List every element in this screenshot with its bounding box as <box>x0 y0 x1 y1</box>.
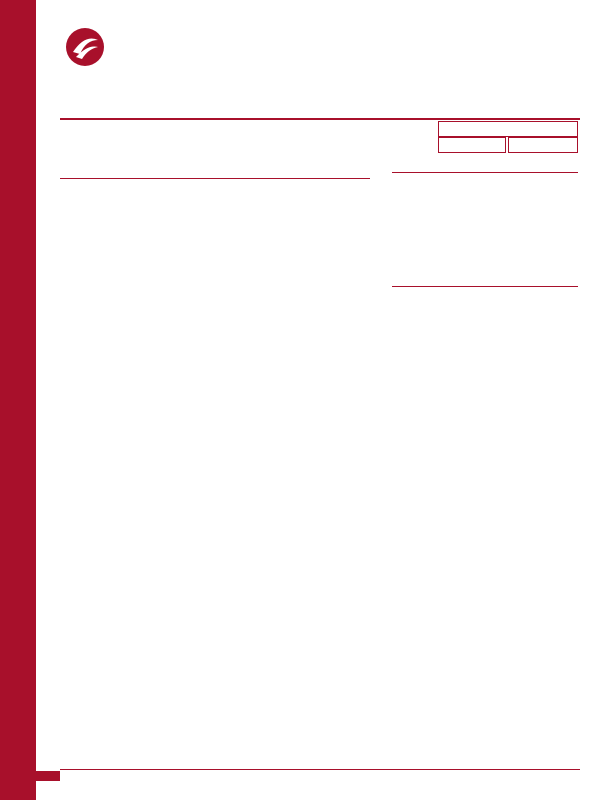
chart-divider <box>392 286 578 287</box>
sidebar <box>0 0 36 800</box>
report-type-tag <box>508 137 578 153</box>
stats-divider <box>392 172 578 173</box>
header-divider <box>60 118 580 120</box>
rating-badge <box>438 121 578 137</box>
summary-divider <box>60 178 370 179</box>
logo-mark-icon <box>64 26 106 68</box>
index-trend-chart <box>392 290 578 430</box>
footer-left-mark <box>10 771 60 781</box>
logo <box>64 26 264 72</box>
footer-divider <box>60 769 580 770</box>
industry-tag <box>438 137 506 153</box>
